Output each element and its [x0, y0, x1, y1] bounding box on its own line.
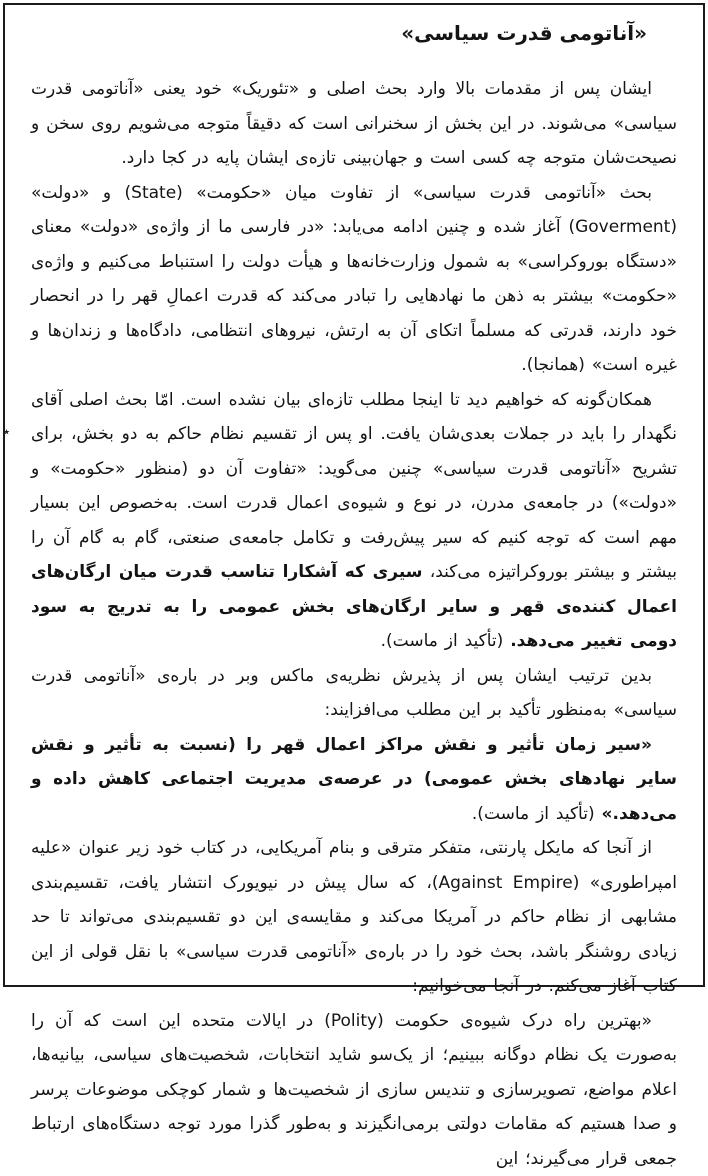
paragraph: [31, 72, 677, 176]
body-text: همکان‌گونه که خواهیم دید تا اینجا مطلب تازه‌ای بیان نشده است. امّا بحث اصلی آقای نگهدار را باید در جملات بعدی‌شان یافت. او پس از تقسیم نظام حاکم به دو بخش، برای تشریح «آناتومی قدرت سیاسی» چنین می‌گوید: «تفاوت آن دو (منظور «حکومت» و «دولت») در جامعه‌ی مدرن، در نوع و شیوه‌ی اعمال قدرت است. به‌خصوص این بسیار مهم است که توجه کنیم که سیر پیش‌رفت و تکامل جامعه‌ی صنعتی، گام به گام آن را بیشتر و بیشتر بوروکراتیزه می‌کند،: [31, 390, 677, 583]
paragraph: [31, 383, 677, 659]
body-text: بحث «آناتومی قدرت سیاسی» از تفاوت میان «حکومت» (State) و «دولت» (Goverment) آغاز شده و چنین ادامه می‌یابد: «در فارسی ما از واژه‌ی «دولت» معنای «دستگاه بوروکراسی» به شمول وزارت‌خانه‌ها و هیأت دولت را استنباط می‌کنیم و واژه‌ی «حکومت» بیشتر به ذهن ما نهادهایی را تبادر می‌کند که قدرت اعمالِ قهر را در انحصار خود دارند، قدرتی که مسلماً اتکای آن به ارتش، نیروهای انتظامی، دادگاه‌ها و زندان‌ها و غیره است» (همانجا).: [31, 183, 677, 376]
paragraph: [31, 728, 677, 832]
emphasized-text: سیری که آشکارا تناسب قدرت میان ارگان‌های اعمال کننده‌ی قهر و سایر ارگان‌های بخش عمومی را به تدریج به سود دومی تغییر می‌دهد.: [31, 562, 677, 651]
page-title: «آناتومی قدرت سیاسی»: [31, 21, 677, 45]
paragraph: [31, 176, 677, 383]
body-text: بدین ترتیب ایشان پس از پذیرش نظریه‌ی ماکس وبر در باره‌ی «آناتومی قدرت سیاسی» به‌منظور تأکید بر این مطلب می‌افزایند:: [31, 666, 677, 721]
document-body: [31, 72, 677, 1176]
body-text: از آنجا که مایکل پارنتی، متفکر مترقی و بنام آمریکایی، در کتاب خود زیر عنوان «علیه امپراطوری» (Against Empire)، که سال پیش در نیویورک انتشار یافت، تقسیم‌بندی مشابهی از نظام حاکم در آمریکا می‌کند و مقایسه‌ی این دو تقسیم‌بندی می‌تواند تا حد زیادی روشنگر باشد، بحث خود را در باره‌ی «آناتومی قدرت سیاسی» با نقل قولی از این کتاب آغاز می‌کنم. در آنجا می‌خوانیم:: [31, 838, 677, 996]
paragraph: [31, 1004, 677, 1176]
paragraph: [31, 831, 677, 1004]
margin-asterisk-mark: ٭: [3, 426, 10, 439]
body-text: (تأکید از ماست).: [472, 804, 602, 824]
emphasized-text: «سیر زمان تأثیر و نقش مراکز اعمال قهر را (نسبت به تأثیر و نقش سایر نهادهای بخش عمومی) در عرصه‌ی مدیریت اجتماعی کاهش داده و می‌دهد.»: [31, 735, 677, 824]
paragraph: [31, 659, 677, 728]
document-page: [3, 3, 705, 987]
body-text: (تأکید از ماست).: [381, 631, 511, 651]
body-text: «بهترین راه درک شیوه‌ی حکومت (Polity) در ایالات متحده این است که آن را به‌صورت یک نظام دوگانه ببینیم؛ از یک‌سو شاید انتخابات، شخصیت‌های سیاسی، بیانیه‌ها، اعلام مواضع، تصویرسازی و تندیس سازی از شخصیت‌ها و شمار کوچکی موضوعات پرسر و صدا هستیم که مقامات دولتی برمی‌انگیزند و به‌طور گذرا مورد توجه دستگاه‌های ارتباط جمعی قرار می‌گیرند؛ این: [31, 1011, 677, 1169]
body-text: ایشان پس از مقدمات بالا وارد بحث اصلی و «تئوریک» خود یعنی «آناتومی قدرت سیاسی» می‌شوند. در این بخش از سخنرانی است که دقیقاً متوجه می‌شویم روی سخن و نصیحت‌شان متوجه چه کسی است و جهان‌بینی تازه‌ی ایشان پایه در کجا دارد.: [31, 79, 677, 168]
